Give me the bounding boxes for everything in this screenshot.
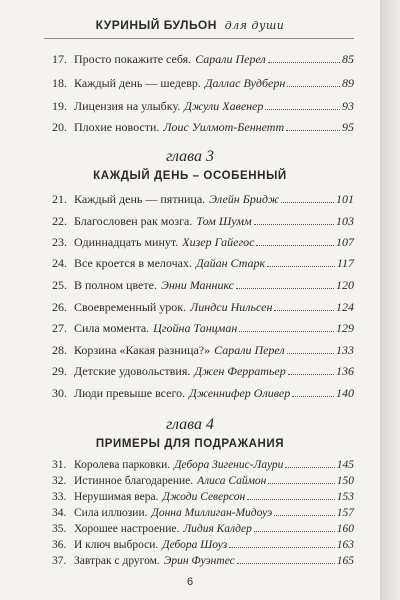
entry-author: Дженнифер Оливер: [189, 386, 291, 400]
toc-entry: [52, 52, 354, 70]
entry-title: И ключ выброси.: [74, 539, 159, 551]
entry-title: Одиннадцать минут.: [74, 235, 179, 249]
entry-author: Сарали Перел: [214, 343, 285, 357]
entry-page: 117: [336, 256, 354, 270]
entry-page: 160: [336, 523, 354, 535]
dot-leader: [247, 490, 335, 500]
entry-author: Донна Миллиган-Мидоуэ: [151, 507, 273, 519]
entry-title: Плохие новости.: [74, 120, 160, 134]
entry-author: Хизер Гайегос: [182, 235, 255, 249]
dot-leader: [237, 554, 335, 564]
entry-page: 157: [336, 507, 354, 519]
dot-leader: [285, 458, 334, 468]
dot-leader: [254, 522, 335, 532]
entry-number: 27.: [52, 321, 67, 335]
entry-number: 24.: [52, 256, 67, 270]
book-gutter: [380, 0, 400, 600]
entry-title: Королева парковки.: [74, 459, 171, 471]
entry-title: Хорошее настроение.: [74, 523, 180, 535]
toc-entry: [52, 256, 354, 274]
entry-number: 28.: [52, 343, 67, 357]
entry-number: 25.: [52, 278, 67, 292]
dot-leader: [287, 344, 334, 354]
entry-number: 23.: [52, 235, 67, 249]
dot-leader: [287, 77, 340, 87]
entry-page: 165: [336, 555, 354, 567]
entry-author: Даллас Вудберн: [204, 76, 286, 90]
dot-leader: [265, 100, 340, 110]
toc-entry: [52, 364, 354, 382]
entry-author: Элейн Бридж: [209, 192, 280, 206]
entry-number: 22.: [52, 214, 67, 228]
entry-author: Лидия Калдер: [183, 523, 252, 535]
entry-title: Сила иллюзии.: [74, 507, 148, 519]
dot-leader: [274, 301, 334, 311]
entry-author: Дебора Шоуз: [162, 539, 228, 551]
entry-author: Джули Хавенер: [184, 99, 264, 113]
dot-leader: [236, 279, 334, 289]
dot-leader: [268, 53, 340, 63]
toc-entry: [52, 490, 354, 506]
entry-title: Завтрак с другом.: [74, 555, 160, 567]
toc-entry: [52, 474, 354, 490]
entry-author: Том Шумм: [196, 214, 252, 228]
dot-leader: [286, 121, 340, 131]
entry-page: 107: [336, 235, 354, 249]
toc-entry: [52, 278, 354, 296]
page-number: 6: [186, 576, 194, 588]
entry-page: 93: [342, 99, 354, 113]
entry-number: 19.: [52, 99, 67, 113]
entry-number: 29.: [52, 364, 67, 378]
entry-page: 133: [336, 343, 354, 357]
entry-page: 95: [342, 120, 354, 134]
entry-title: Просто покажите себя.: [74, 52, 192, 66]
entry-title: Сила момента.: [74, 321, 150, 335]
entry-number: 37.: [52, 555, 67, 567]
dot-leader: [254, 215, 334, 225]
entry-page: 153: [336, 491, 354, 503]
entry-author: Дебора Зигенис-Лаури: [174, 459, 284, 471]
dot-leader: [256, 236, 334, 246]
entry-page: 129: [336, 321, 354, 335]
running-head-script: для души: [224, 19, 285, 32]
dot-leader: [288, 365, 334, 375]
entry-number: 26.: [52, 300, 67, 314]
toc-entry: [52, 458, 354, 474]
entry-page: 120: [336, 278, 354, 292]
entry-page: 103: [336, 214, 354, 228]
entry-number: 32.: [52, 475, 67, 487]
dot-leader: [229, 538, 335, 548]
running-head-title: КУРИНЫЙ БУЛЬОН: [95, 18, 217, 32]
dot-leader: [267, 257, 335, 267]
toc-entry: [52, 538, 354, 554]
entry-page: 163: [336, 539, 354, 551]
toc-entry: [52, 235, 354, 253]
entry-title: Люди превыше всего.: [74, 386, 186, 400]
entry-number: 21.: [52, 192, 67, 206]
entry-title: В полном цвете.: [74, 278, 157, 292]
entry-page: 85: [342, 52, 354, 66]
entry-author: Дайан Старк: [195, 256, 266, 270]
entry-title: Все кроется в мелочах.: [74, 256, 192, 270]
entry-page: 101: [336, 192, 354, 206]
dot-leader: [281, 193, 334, 203]
dot-leader: [292, 387, 334, 397]
entry-page: 89: [342, 76, 354, 90]
toc-entry: [52, 506, 354, 522]
entry-number: 34.: [52, 507, 67, 519]
entry-number: 35.: [52, 523, 67, 535]
entry-author: Сарали Перел: [195, 52, 266, 66]
entry-page: 124: [336, 300, 354, 314]
entry-page: 145: [336, 459, 354, 471]
toc-entry: [52, 321, 354, 339]
entry-title: Каждый день — шедевр.: [74, 76, 201, 90]
dot-leader: [268, 474, 334, 484]
dot-leader: [239, 322, 334, 332]
entry-page: 136: [336, 364, 354, 378]
entry-number: 30.: [52, 386, 67, 400]
entry-number: 33.: [52, 491, 67, 503]
entry-title: Истинное благодарение.: [74, 475, 194, 487]
toc-entry: [52, 192, 354, 210]
header-rule: [44, 38, 354, 39]
chapter-label: глава 4: [165, 416, 215, 433]
entry-title: Корзина «Какая разница?»: [74, 343, 211, 357]
entry-title: Своевременный урок.: [74, 300, 187, 314]
entry-page: 140: [336, 386, 354, 400]
entry-number: 20.: [52, 120, 67, 134]
entry-title: Благословен рак мозга.: [74, 214, 193, 228]
entry-title: Каждый день — пятница.: [74, 192, 206, 206]
toc-entry: [52, 386, 354, 404]
entry-title: Нерушимая вера.: [74, 491, 159, 503]
entry-number: 31.: [52, 459, 67, 471]
toc-entry: [52, 120, 354, 138]
entry-author: Линдси Нильсен: [190, 300, 273, 314]
toc-entry: [52, 76, 354, 94]
entry-title: Детские удовольствия.: [74, 364, 191, 378]
entry-page: 150: [336, 475, 354, 487]
entry-author: Джоди Северсон: [162, 491, 246, 503]
running-head: [0, 18, 380, 32]
toc-entry: [52, 522, 354, 538]
chapter-label: глава 3: [165, 148, 215, 165]
entry-author: Лоис Уилмот-Беннетт: [163, 120, 285, 134]
entry-number: 17.: [52, 52, 67, 66]
entry-title: Лицензия на улыбку.: [74, 99, 181, 113]
chapter-title: КАЖДЫЙ ДЕНЬ – ОСОБЕННЫЙ: [93, 170, 287, 182]
toc-entry: [52, 300, 354, 318]
entry-number: 36.: [52, 539, 67, 551]
toc-entry: [52, 343, 354, 361]
entry-author: Алиса Саймон: [197, 475, 267, 487]
entry-number: 18.: [52, 76, 67, 90]
entry-author: Цгойна Танцман: [153, 321, 238, 335]
entry-author: Джен Ферратьер: [194, 364, 286, 378]
entry-author: Энни Манникс: [160, 278, 234, 292]
chapter-title: ПРИМЕРЫ ДЛЯ ПОДРАЖАНИЯ: [95, 438, 285, 450]
entry-author: Эрин Фуэнтес: [163, 555, 235, 567]
dot-leader: [274, 506, 335, 516]
toc-entry: [52, 554, 354, 570]
toc-entry: [52, 214, 354, 232]
toc-entry: [52, 99, 354, 117]
